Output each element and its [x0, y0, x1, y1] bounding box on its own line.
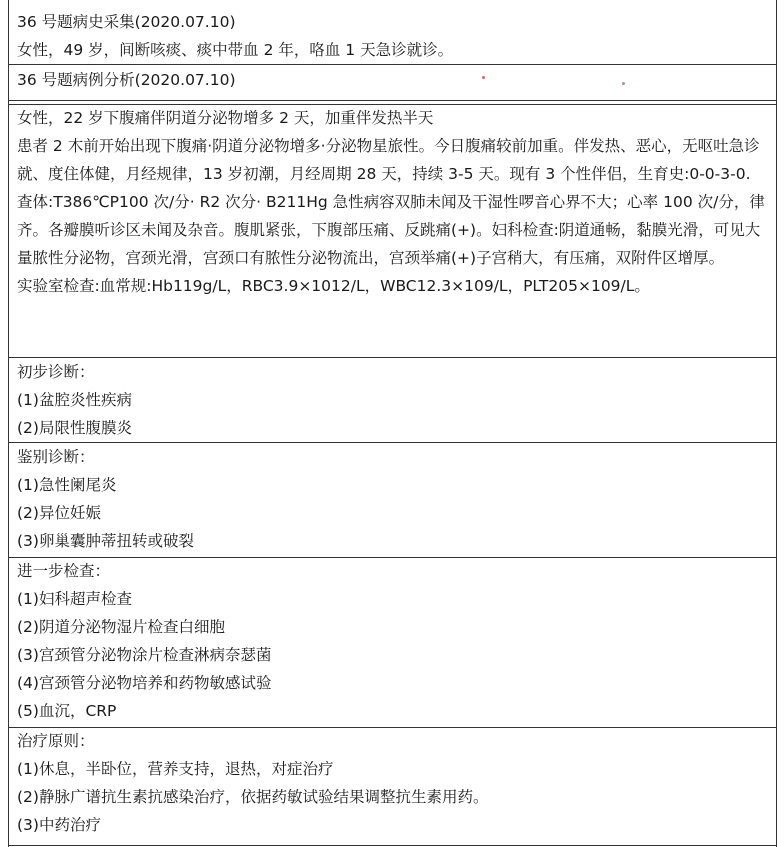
list-item: (2)阴道分泌物湿片检查白细胞 — [17, 618, 225, 636]
table-border-right — [776, 0, 777, 847]
case-summary-line: 女性，22 岁下腹痛伴阴道分泌物增多 2 天，加重伴发热半天 — [17, 109, 434, 127]
history-cell — [17, 8, 770, 64]
list-item: (3)中药治疗 — [17, 816, 101, 834]
differential-diagnosis-heading: 鉴别诊断： — [17, 448, 95, 466]
list-item: (1)急性阑尾炎 — [17, 476, 117, 494]
treatment-cell — [17, 727, 770, 839]
initial-diagnosis-heading: 初步诊断： — [17, 363, 95, 381]
table-border-left — [8, 0, 9, 847]
list-item: (1)休息，半卧位，营养支持，退热，对症治疗 — [17, 760, 334, 778]
list-item: (5)血沉，CRP — [17, 702, 117, 720]
list-item: (2)局限性腹膜炎 — [17, 419, 132, 437]
case-history-paragraph: 患者 2 木前开始出现下腹痛·阴道分泌物增多·分泌物星旅性。今日腹痛较前加重。伴发热、恶心，无呕吐急诊就、度住体健，月经规律，13 岁初潮，月经周期 28 天，持续 3-5 天。现有 3 个性伴侣，生育史:0-0-3-0. — [17, 137, 760, 183]
case-lab-line: 实验室检查:血常规:Hb119g/L，RBC3.9×1012/L，WBC12.3×109/L，PLT205×109/L。 — [17, 277, 650, 295]
list-item: (2)静脉广谱抗生素抗感染治疗，依据药敏试验结果调整抗生素用药。 — [17, 788, 489, 806]
list-item: (1)妇科超声检查 — [17, 590, 132, 608]
differential-diagnosis-cell — [17, 443, 770, 555]
case-title: 36 号题病例分析(2020.07.10) — [17, 71, 236, 89]
history-text: 女性，49 岁，间断咳痰、痰中带血 2 年，咯血 1 天急诊就诊。 — [17, 41, 454, 59]
row-divider — [8, 100, 777, 101]
history-title: 36 号题病史采集(2020.07.10) — [17, 13, 236, 31]
case-exam-paragraph: 查体:T386℃P100 次/分· R2 次分· B211Hg 急性病容双肺未闻及干湿性啰音心界不大；心率 100 次/分，律齐。各瓣膜听诊区未闻及杂音。腹肌紧张，下腹部压痛、反跳痛(+)。妇科检查:阴道通畅，黏膜光滑，可见大量脓性分泌物，宫颈光滑，宫颈口有脓性分泌物流出，宫颈举痛(+)子宫稍大，有压痛，双附件区增厚。 — [17, 193, 765, 267]
list-item: (3)卵巢囊肿蒂扭转或破裂 — [17, 532, 194, 550]
case-title-cell — [17, 66, 770, 94]
row-divider — [8, 845, 777, 846]
list-item: (3)宫颈管分泌物涂片检查淋病奈瑟菌 — [17, 646, 272, 664]
case-content-cell — [17, 104, 770, 300]
further-tests-heading: 进一步检查： — [17, 562, 111, 580]
initial-diagnosis-cell — [17, 358, 770, 442]
row-divider — [8, 64, 777, 65]
list-item: (1)盆腔炎性疾病 — [17, 391, 132, 409]
list-item: (4)宫颈管分泌物培养和药物敏感试验 — [17, 674, 272, 692]
list-item: (2)异位妊娠 — [17, 504, 101, 522]
further-tests-cell — [17, 557, 770, 725]
treatment-heading: 治疗原则： — [17, 732, 95, 750]
